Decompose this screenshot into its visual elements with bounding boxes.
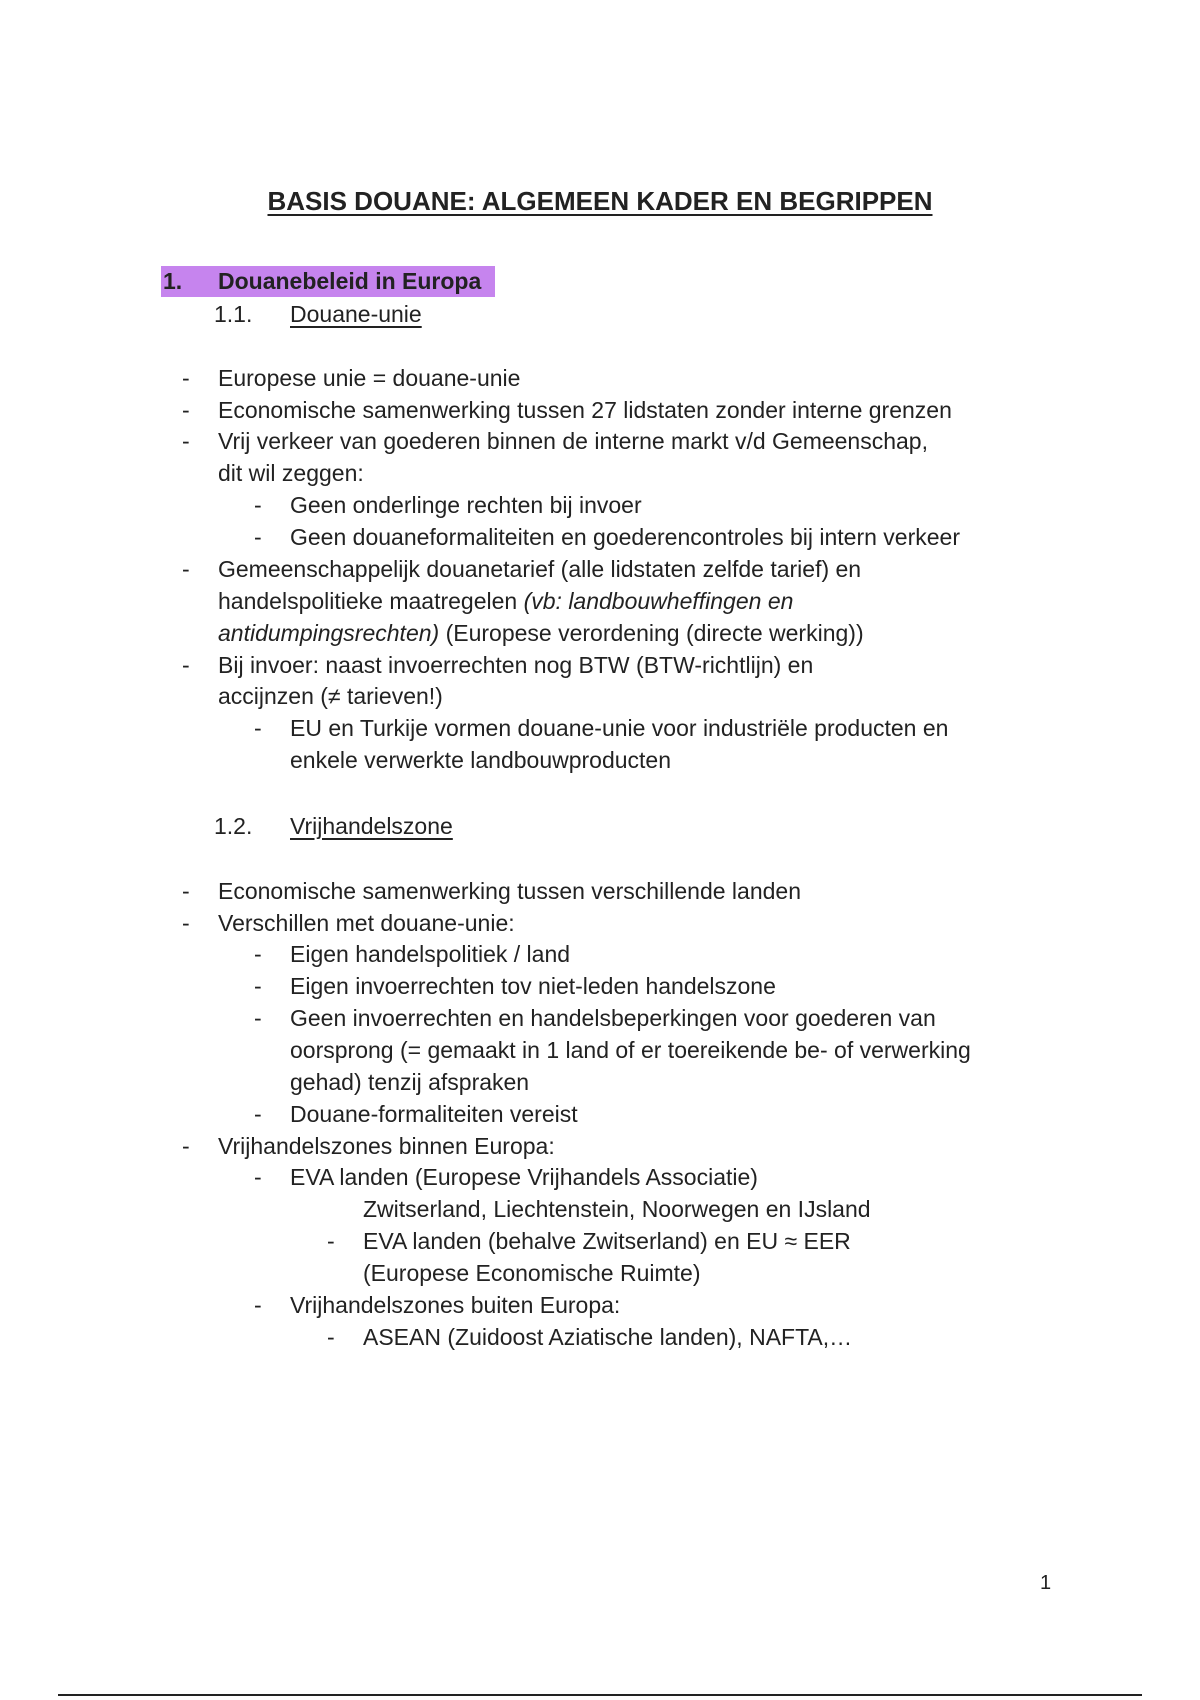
subsection-number: 1.2.	[214, 813, 253, 839]
bullet-dash: -	[182, 1133, 190, 1159]
bottom-divider	[58, 1694, 1142, 1696]
bullet-dash: -	[254, 1292, 262, 1318]
sub-list-item: EVA landen (Europese Vrijhandels Associatie)	[290, 1164, 758, 1190]
bullet-dash: -	[182, 365, 190, 391]
list-item: Gemeenschappelijk douanetarief (alle lidstaten zelfde tarief) en	[218, 556, 862, 582]
list-item-continuation: dit wil zeggen:	[218, 460, 364, 486]
list-item: Europese unie = douane-unie	[218, 365, 521, 391]
italic-text: (vb: landbouwheffingen en	[523, 588, 794, 614]
bullet-dash: -	[254, 941, 262, 967]
subsection-title: Douane-unie	[290, 301, 422, 327]
list-item: Vrijhandelszones binnen Europa:	[218, 1133, 555, 1159]
bullet-dash: -	[254, 973, 262, 999]
sub-list-item: Geen invoerrechten en handelsbeperkingen voor goederen van	[290, 1005, 936, 1031]
bullet-dash: -	[254, 1101, 262, 1127]
sub-sub-list-item-continuation: (Europese Economische Ruimte)	[363, 1260, 701, 1286]
section-number: 1.	[163, 268, 183, 294]
list-item: Bij invoer: naast invoerrechten nog BTW (BTW-richtlijn) en	[218, 652, 814, 678]
sub-list-item: Eigen invoerrechten tov niet-leden handelszone	[290, 973, 776, 999]
subsection-number: 1.1.	[214, 301, 253, 327]
italic-text: antidumpingsrechten)	[218, 620, 440, 646]
sub-list-item: EU en Turkije vormen douane-unie voor industriële producten en	[290, 715, 949, 741]
list-item: Vrij verkeer van goederen binnen de interne markt v/d Gemeenschap,	[218, 428, 928, 454]
sub-sub-list-item: ASEAN (Zuidoost Aziatische landen), NAFTA,…	[363, 1324, 853, 1350]
sub-list-item: Geen onderlinge rechten bij invoer	[290, 492, 642, 518]
sub-list-item-continuation: gehad) tenzij afspraken	[290, 1069, 530, 1095]
bullet-dash: -	[254, 524, 262, 550]
bullet-dash: -	[327, 1228, 335, 1254]
list-item-continuation	[218, 618, 864, 648]
sub-list-item: Vrijhandelszones buiten Europa:	[290, 1292, 621, 1318]
bullet-dash: -	[254, 492, 262, 518]
list-item: Economische samenwerking tussen 27 lidstaten zonder interne grenzen	[218, 397, 952, 423]
list-item-continuation: accijnzen (≠ tarieven!)	[218, 683, 443, 709]
section-title: Douanebeleid in Europa	[218, 268, 482, 294]
bullet-dash: -	[182, 652, 190, 678]
sub-sub-list-item: EVA landen (behalve Zwitserland) en EU ≈ EER	[363, 1228, 851, 1254]
bullet-dash: -	[182, 428, 190, 454]
sub-list-item: Geen douaneformaliteiten en goederencontroles bij intern verkeer	[290, 524, 960, 550]
bullet-dash: -	[254, 715, 262, 741]
list-item: Verschillen met douane-unie:	[218, 910, 515, 936]
page-title: BASIS DOUANE: ALGEMEEN KADER EN BEGRIPPEN	[267, 186, 933, 216]
section-heading-1	[161, 266, 495, 297]
sub-list-item: Eigen handelspolitiek / land	[290, 941, 571, 967]
bullet-dash: -	[182, 878, 190, 904]
sub-list-item-continuation: oorsprong (= gemaakt in 1 land of er toereikende be- of verwerking	[290, 1037, 971, 1063]
bullet-dash: -	[327, 1324, 335, 1350]
bullet-dash: -	[254, 1164, 262, 1190]
sub-list-item-continuation: enkele verwerkte landbouwproducten	[290, 747, 672, 773]
subsection-title: Vrijhandelszone	[290, 813, 453, 839]
sub-list-item-continuation: Zwitserland, Liechtenstein, Noorwegen en IJsland	[363, 1196, 871, 1222]
plain-text: (Europese verordening (directe werking))	[439, 620, 864, 646]
bullet-dash: -	[182, 397, 190, 423]
plain-text: handelspolitieke maatregelen	[218, 588, 524, 614]
bullet-dash: -	[182, 910, 190, 936]
list-item: Economische samenwerking tussen verschillende landen	[218, 878, 801, 904]
list-item-continuation	[218, 586, 793, 616]
sub-list-item: Douane-formaliteiten vereist	[290, 1101, 578, 1127]
bullet-dash: -	[182, 556, 190, 582]
page-number: 1	[1040, 1572, 1052, 1594]
bullet-dash: -	[254, 1005, 262, 1031]
